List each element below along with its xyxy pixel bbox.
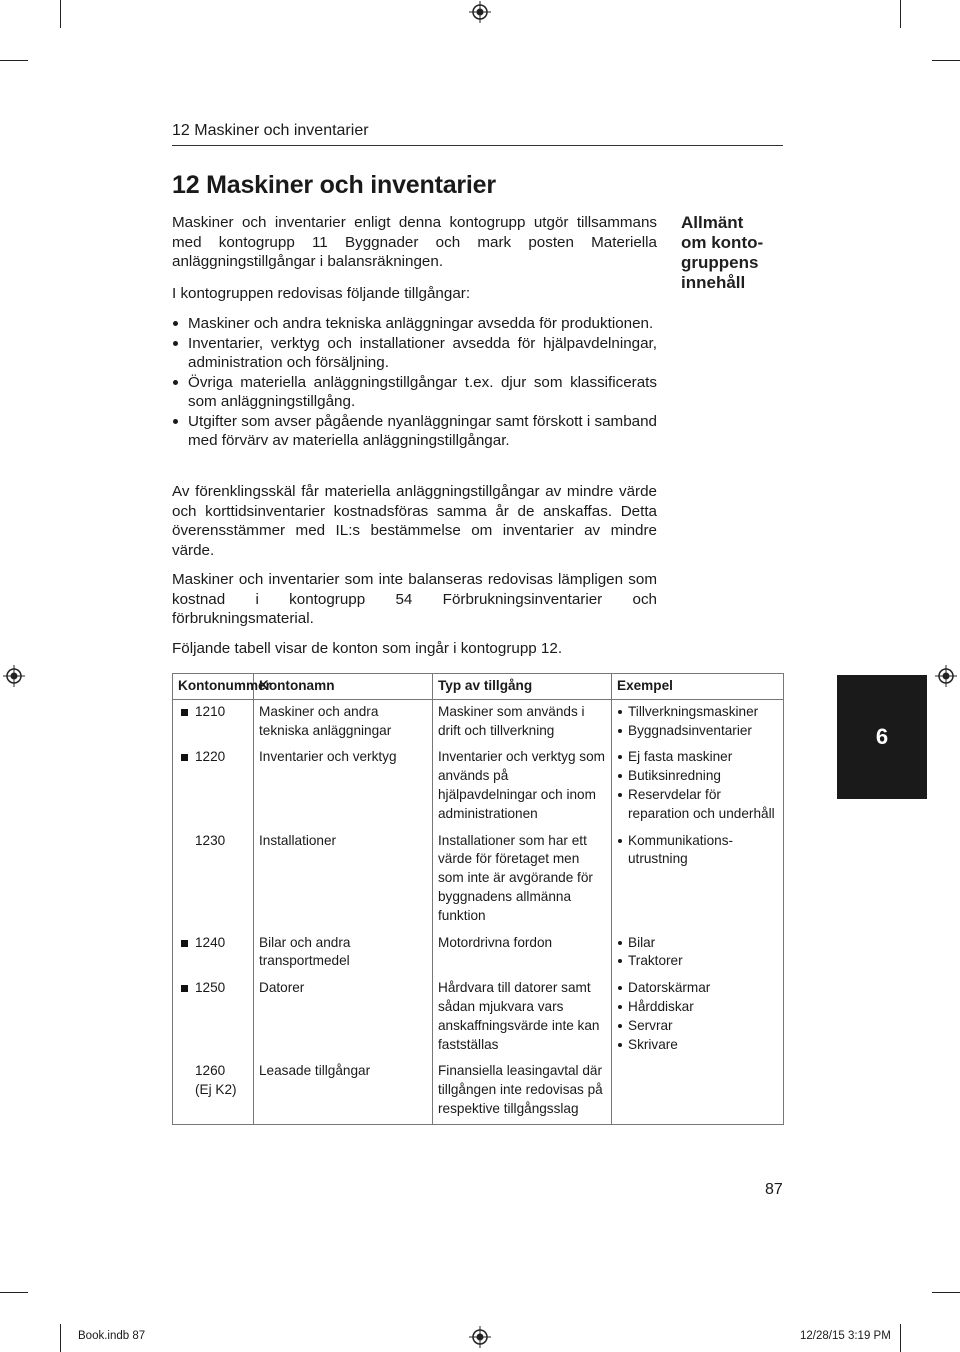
example-item: Butiksinredning xyxy=(617,767,778,786)
account-number: 1260 xyxy=(195,1063,226,1079)
crop-mark xyxy=(932,1292,960,1293)
paragraph-simplification xyxy=(172,482,657,560)
crop-mark xyxy=(60,0,61,28)
account-name-cell: Installationer xyxy=(254,829,433,931)
paragraph-intro xyxy=(172,213,657,272)
table-row xyxy=(173,829,784,931)
chapter-thumb-tab: 6 xyxy=(837,675,927,799)
crop-mark xyxy=(0,1292,28,1293)
page-number: 87 xyxy=(765,1181,783,1198)
asset-type-cell: Motordrivna fordon xyxy=(433,931,612,977)
account-note: (Ej K2) xyxy=(195,1082,237,1098)
account-name-cell: Maskiner och andra tekniska anläggningar xyxy=(254,699,433,745)
crop-mark xyxy=(900,0,901,28)
header-name: Kontonamn xyxy=(254,674,433,700)
accounts-table xyxy=(172,673,784,1125)
square-bullet-icon xyxy=(181,940,188,947)
header-rule xyxy=(172,145,783,146)
bullet-item: Övriga materiella anläggningstillgångar t.ex. djur som klassificerats som anläggningstillgång. xyxy=(172,373,657,412)
example-item: Reservdelar för reparation och underhåll xyxy=(617,786,778,824)
example-list xyxy=(617,703,778,741)
example-item: Hårddiskar xyxy=(617,998,778,1017)
account-number: 1210 xyxy=(195,703,226,719)
header-account-label: Kontonummer xyxy=(178,678,271,693)
example-list xyxy=(617,748,778,823)
square-bullet-icon xyxy=(181,754,188,761)
account-number: 1250 xyxy=(195,980,226,996)
registration-mark-icon xyxy=(469,1,491,23)
account-number: 1220 xyxy=(195,749,226,765)
table-row xyxy=(173,699,784,745)
table-row xyxy=(173,976,784,1059)
paragraph-assets-intro xyxy=(172,284,657,304)
account-name-cell: Bilar och andra transportmedel xyxy=(254,931,433,977)
example-list xyxy=(617,934,778,972)
paragraph-text: I kontogruppen redovisas följande tillgångar: xyxy=(172,285,471,302)
paragraph-text: Maskiner och inventarier enligt denna kontogrupp utgör tillsammans med kontogrupp 11 Byggnader och mark posten Materiella anläggningstillgångar i balansräkningen. xyxy=(172,214,657,270)
bullet-item: Maskiner och andra tekniska anläggningar avsedda för produktionen. xyxy=(172,314,657,334)
bullet-item: Inventarier, verktyg och installationer avsedda för hjälpavdelningar, administration och försäljning. xyxy=(172,334,657,373)
example-item: Datorskärmar xyxy=(617,979,778,998)
asset-type-cell: Installationer som har ett värde för företaget men som inte är avgörande för byggnadens allmänna funktion xyxy=(433,829,612,931)
side-heading-line: om konto- xyxy=(681,233,764,252)
crop-mark xyxy=(60,1324,61,1352)
example-item: Bilar xyxy=(617,934,778,953)
paragraph-text: Följande tabell visar de konton som ingår i kontogrupp 12. xyxy=(172,640,563,657)
account-cell xyxy=(173,745,254,828)
table-row xyxy=(173,931,784,977)
table-row xyxy=(173,745,784,828)
asset-type-cell: Maskiner som används i drift och tillverkning xyxy=(433,699,612,745)
slug-date-info: 12/28/15 3:19 PM xyxy=(800,1330,891,1342)
example-list xyxy=(617,979,778,1054)
crop-mark xyxy=(932,60,960,61)
account-cell xyxy=(173,1059,254,1124)
table-row xyxy=(173,1059,784,1124)
example-item: Tillverkningsmaskiner xyxy=(617,703,778,722)
example-item: Kommunikations-utrustning xyxy=(617,832,778,870)
account-name-cell: Datorer xyxy=(254,976,433,1059)
example-cell xyxy=(612,829,784,931)
square-bullet-icon xyxy=(181,985,188,992)
crop-mark xyxy=(0,60,28,61)
bullet-item: Utgifter som avser pågående nyanläggningar samt förskott i samband med förvärv av materiella anläggningstillgångar. xyxy=(172,412,657,451)
asset-type-cell: Inventarier och verktyg som används på hjälpavdelningar och inom administrationen xyxy=(433,745,612,828)
example-cell xyxy=(612,976,784,1059)
side-heading-line: innehåll xyxy=(681,273,746,292)
registration-mark-icon xyxy=(469,1326,491,1348)
table-header-row xyxy=(173,674,784,700)
account-cell xyxy=(173,976,254,1059)
asset-bullet-list xyxy=(172,314,657,451)
registration-mark-icon xyxy=(3,665,25,687)
account-cell xyxy=(173,931,254,977)
header-example: Exempel xyxy=(612,674,784,700)
paragraph-table-intro xyxy=(172,639,657,659)
paragraph-not-balanced xyxy=(172,570,657,629)
account-number: 1230 xyxy=(195,832,226,848)
example-cell xyxy=(612,699,784,745)
example-item: Skrivare xyxy=(617,1036,778,1055)
account-cell xyxy=(173,829,254,931)
example-cell xyxy=(612,1059,784,1124)
asset-type-cell: Hårdvara till datorer samt sådan mjukvara vars anskaffningsvärde inte kan fastställas xyxy=(433,976,612,1059)
account-cell xyxy=(173,699,254,745)
header-account xyxy=(173,674,271,700)
header-type: Typ av tillgång xyxy=(433,674,612,700)
side-heading-line: Allmänt xyxy=(681,213,744,232)
paragraph-text: Av förenklingsskäl får materiella anläggningstillgångar av mindre värde och korttidsinventarier kostnadsföras samma år de anskaffas. Detta överensstämmer med IL:s bestämmelse om inventarier av mindre värde. xyxy=(172,483,657,559)
registration-mark-icon xyxy=(935,665,957,687)
example-item: Ej fasta maskiner xyxy=(617,748,778,767)
example-cell xyxy=(612,931,784,977)
square-bullet-icon xyxy=(181,709,188,716)
asset-type-cell: Finansiella leasingavtal där tillgången inte redovisas på respektive tillgångsslag xyxy=(433,1059,612,1124)
crop-mark xyxy=(900,1324,901,1352)
example-list xyxy=(617,832,778,870)
paragraph-text: Maskiner och inventarier som inte balanseras redovisas lämpligen som kostnad i kontogrupp 54 Förbrukningsinventarier och förbrukningsmaterial. xyxy=(172,571,657,627)
side-heading xyxy=(681,213,791,293)
chapter-title: 12 Maskiner och inventarier xyxy=(172,171,496,199)
account-name-cell: Inventarier och verktyg xyxy=(254,745,433,828)
example-cell xyxy=(612,745,784,828)
account-number: 1240 xyxy=(195,934,226,950)
side-heading-line: gruppens xyxy=(681,253,759,272)
running-head: 12 Maskiner och inventarier xyxy=(172,122,369,139)
example-item: Traktorer xyxy=(617,952,778,971)
slug-file-info: Book.indb 87 xyxy=(78,1330,146,1342)
account-name-cell: Leasade tillgångar xyxy=(254,1059,433,1124)
example-item: Byggnadsinventarier xyxy=(617,722,778,741)
example-item: Servrar xyxy=(617,1017,778,1036)
